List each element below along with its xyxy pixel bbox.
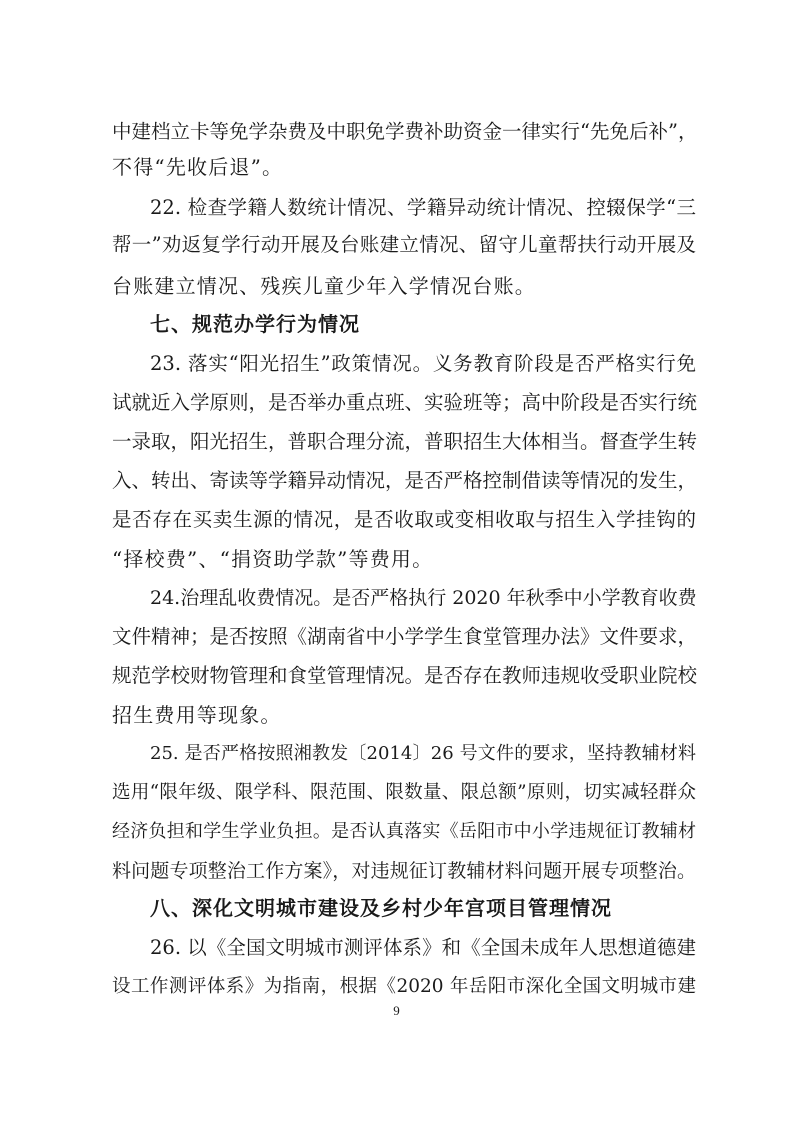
section-heading-7: 七、规范办学行为情况: [150, 312, 360, 336]
body-line: 设工作测评体系》为指南，根据《2020 年岳阳市深化全国文明城市建: [112, 976, 696, 997]
body-line: 帮一”劝返复学行动开展及台账建立情况、留守儿童帮扶行动开展及: [112, 233, 696, 256]
body-line: 24.治理乱收费情况。是否严格执行 2020 年秋季中小学教育收费: [150, 587, 697, 609]
body-line: 26. 以《全国文明城市测评体系》和《全国未成年人思想道德建: [150, 936, 696, 959]
body-line: 入、转出、寄读等学籍异动情况，是否严格控制借读等情况的发生，: [112, 469, 698, 492]
page-number: 9: [393, 1003, 400, 1018]
body-line: 中建档立卡等免学杂费及中职免学费补助资金一律实行“先免后补”，: [112, 120, 698, 143]
body-line: 是否存在买卖生源的情况，是否收取或变相收取与招生入学挂钩的: [112, 508, 696, 531]
body-line: 经济负担和学生学业负担。是否认真落实《岳阳市中小学违规征订教辅材: [112, 821, 696, 842]
body-line: 试就近入学原则，是否举办重点班、实验班等；高中阶段是否实行统: [112, 391, 698, 414]
body-line: “择校费”、“捐资助学款”等费用。: [112, 547, 434, 571]
body-line: 选用“限年级、限学科、限范围、限数量、限总额”原则，切实减轻群众: [112, 782, 696, 803]
body-line: 23. 落实“阳光招生”政策情况。义务教育阶段是否严格实行免: [150, 352, 696, 375]
body-line: 规范学校财物管理和食堂管理情况。是否存在教师违规收受职业院校: [112, 664, 698, 687]
body-line: 招生费用等现象。: [112, 703, 282, 727]
body-line: 台账建立情况、残疾儿童少年入学情况台账。: [112, 274, 536, 298]
body-line: 不得“先收后退”。: [112, 155, 284, 179]
body-line: 文件精神；是否按照《湖南省中小学学生食堂管理办法》文件要求，: [112, 625, 698, 648]
body-line: 料问题专项整治工作方案》，对违规征订教辅材料问题开展专项整治。: [112, 860, 696, 882]
body-line: 一录取，阳光招生，普职合理分流，普职招生大体相当。督查学生转: [112, 430, 698, 453]
body-line: 22. 检查学籍人数统计情况、学籍异动统计情况、控辍保学“三: [150, 196, 696, 219]
section-heading-8: 八、深化文明城市建设及乡村少年宫项目管理情况: [150, 896, 612, 920]
body-line: 25. 是否严格按照湘教发〔2014〕26 号文件的要求，坚持教辅材料: [150, 743, 696, 764]
